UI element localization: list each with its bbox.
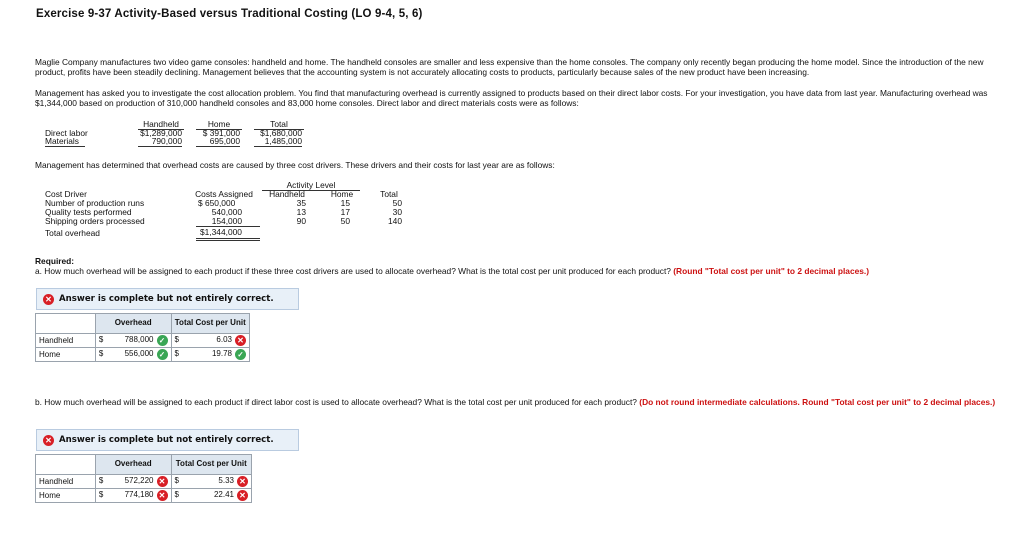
answer-b-handheld-unit[interactable] bbox=[171, 475, 252, 489]
answer-table-a-corner bbox=[36, 314, 96, 334]
question-a-instruction: (Round "Total cost per unit" to 2 decimal places.) bbox=[673, 266, 870, 276]
total-overhead-label: Total overhead bbox=[45, 228, 100, 238]
costs-row-label: Direct labor bbox=[45, 128, 88, 138]
costs-cell: $1,680,000 bbox=[260, 128, 302, 138]
costs-header-handheld: Handheld bbox=[138, 119, 184, 130]
answer-a-home-overhead[interactable] bbox=[95, 348, 171, 362]
currency: $ bbox=[174, 490, 179, 499]
costs-cell: 695,000 bbox=[196, 136, 240, 147]
driver-handheld: 90 bbox=[296, 216, 306, 226]
answer-status-a-text: Answer is complete but not entirely correct. bbox=[59, 294, 274, 304]
costs-cell: 1,485,000 bbox=[254, 136, 302, 147]
correct-icon: ✓ bbox=[157, 335, 168, 346]
overhead-value: 774,180 bbox=[124, 490, 154, 499]
answer-b-home-overhead[interactable] bbox=[95, 489, 171, 503]
driver-row-label: Number of production runs bbox=[45, 198, 145, 208]
question-b-text: b. How much overhead will be assigned to each product if direct labor cost is used to allocate overhead? What is the total cost per unit produced for each product? bbox=[35, 397, 637, 407]
overhead-value: 788,000 bbox=[124, 335, 154, 344]
driver-handheld: 35 bbox=[296, 198, 306, 208]
costs-cell: 790,000 bbox=[138, 136, 182, 147]
driver-total: 50 bbox=[392, 198, 402, 208]
header-home: Home bbox=[330, 189, 354, 199]
question-a-text: a. How much overhead will be assigned to each product if these three cost drivers are used to allocate overhead? What is the total cost per unit produced for each product? bbox=[35, 266, 671, 276]
currency: $ bbox=[98, 476, 104, 485]
incorrect-icon: ✕ bbox=[43, 294, 54, 305]
header-costs-assigned: Costs Assigned bbox=[195, 189, 253, 199]
required-label: Required: bbox=[35, 256, 75, 266]
answer-a-handheld-overhead[interactable] bbox=[95, 334, 171, 348]
driver-home: 15 bbox=[340, 198, 350, 208]
answer-table-a-header-total: Total Cost per Unit bbox=[171, 314, 250, 334]
question-a bbox=[35, 266, 869, 276]
page-title: Exercise 9-37 Activity-Based versus Traditional Costing (LO 9-4, 5, 6) bbox=[36, 8, 423, 20]
driver-total: 140 bbox=[388, 216, 402, 226]
correct-icon: ✓ bbox=[157, 349, 168, 360]
driver-handheld: 13 bbox=[296, 207, 306, 217]
incorrect-icon: ✕ bbox=[43, 435, 54, 446]
costs-header-home: Home bbox=[196, 119, 242, 130]
driver-assigned: $ 650,000 bbox=[198, 198, 236, 208]
incorrect-icon: ✕ bbox=[157, 476, 168, 487]
overhead-value: 556,000 bbox=[124, 349, 154, 358]
driver-home: 50 bbox=[340, 216, 350, 226]
unit-cost-value: 6.03 bbox=[216, 335, 232, 344]
header-handheld: Handheld bbox=[269, 189, 305, 199]
intro-paragraph-2: Management has asked you to investigate the cost allocation problem. You find that manufacturing overhead is currently assigned to products based on their direct labor costs. For your investigation, you have data from last year. Manufacturing overhead was $1,344,000 based on production of 310,000 handheld consoles and 83,000 home consoles. Direct labor and direct materials costs were as follows: bbox=[35, 88, 988, 108]
question-b bbox=[35, 397, 1020, 407]
total-overhead-value: $1,344,000 bbox=[196, 227, 260, 241]
answer-b-handheld-overhead[interactable] bbox=[95, 475, 171, 489]
answer-row-label-home: Home bbox=[36, 489, 96, 503]
driver-home: 17 bbox=[340, 207, 350, 217]
currency: $ bbox=[174, 335, 179, 344]
answer-row-label-home: Home bbox=[36, 348, 96, 362]
driver-total: 30 bbox=[392, 207, 402, 217]
driver-row-label: Shipping orders processed bbox=[45, 216, 145, 226]
answer-table-b-header-overhead: Overhead bbox=[95, 455, 171, 475]
answer-row-label-handheld: Handheld bbox=[36, 475, 96, 489]
answer-a-handheld-unit[interactable] bbox=[171, 334, 250, 348]
driver-row-label: Quality tests performed bbox=[45, 207, 132, 217]
costs-cell: $1,289,000 bbox=[140, 128, 182, 138]
answer-table-a-header-overhead: Overhead bbox=[95, 314, 171, 334]
currency: $ bbox=[174, 476, 179, 485]
incorrect-icon: ✕ bbox=[235, 335, 246, 346]
answer-row-label-handheld: Handheld bbox=[36, 334, 96, 348]
costs-row-label: Materials bbox=[45, 136, 85, 147]
answer-status-b-text: Answer is complete but not entirely correct. bbox=[59, 435, 274, 445]
costs-cell: $ 391,000 bbox=[202, 128, 240, 138]
answer-table-b-header-total: Total Cost per Unit bbox=[171, 455, 252, 475]
activity-level-header: Activity Level bbox=[262, 180, 360, 191]
header-total: Total bbox=[380, 189, 398, 199]
currency: $ bbox=[98, 349, 104, 358]
unit-cost-value: 5.33 bbox=[218, 476, 234, 485]
drivers-intro: Management has determined that overhead costs are caused by three cost drivers. These drivers and their costs for last year are as follows: bbox=[35, 160, 555, 170]
incorrect-icon: ✕ bbox=[157, 490, 168, 501]
header-cost-driver: Cost Driver bbox=[45, 189, 87, 199]
answer-table-b-corner bbox=[36, 455, 96, 475]
incorrect-icon: ✕ bbox=[237, 490, 248, 501]
unit-cost-value: 22.41 bbox=[213, 490, 234, 499]
currency: $ bbox=[98, 490, 104, 499]
costs-header-total: Total bbox=[254, 119, 304, 130]
intro-paragraph: Maglie Company manufactures two video game consoles: handheld and home. The handheld consoles are smaller and less expensive than the home consoles. The company only recently began producing the home model. Since the introduction of the new product, profits have been steadily declining. Management believes that the accounting system is not accurately allocating costs to products, particularly because sales of the new product have been increasing. bbox=[35, 57, 984, 77]
driver-assigned: 540,000 bbox=[211, 207, 242, 217]
currency: $ bbox=[174, 349, 179, 358]
answer-b-home-unit[interactable] bbox=[171, 489, 252, 503]
answer-table-a bbox=[35, 313, 250, 362]
answer-a-home-unit[interactable] bbox=[171, 348, 250, 362]
answer-status-a bbox=[36, 288, 299, 310]
incorrect-icon: ✕ bbox=[237, 476, 248, 487]
answer-table-b bbox=[35, 454, 252, 503]
overhead-value: 572,220 bbox=[124, 476, 154, 485]
correct-icon: ✓ bbox=[235, 349, 246, 360]
unit-cost-value: 19.78 bbox=[211, 349, 232, 358]
answer-status-b bbox=[36, 429, 299, 451]
currency: $ bbox=[98, 335, 104, 344]
driver-assigned: 154,000 bbox=[196, 216, 260, 227]
question-b-instruction: (Do not round intermediate calculations. Round "Total cost per unit" to 2 decimal places.) bbox=[639, 397, 996, 407]
